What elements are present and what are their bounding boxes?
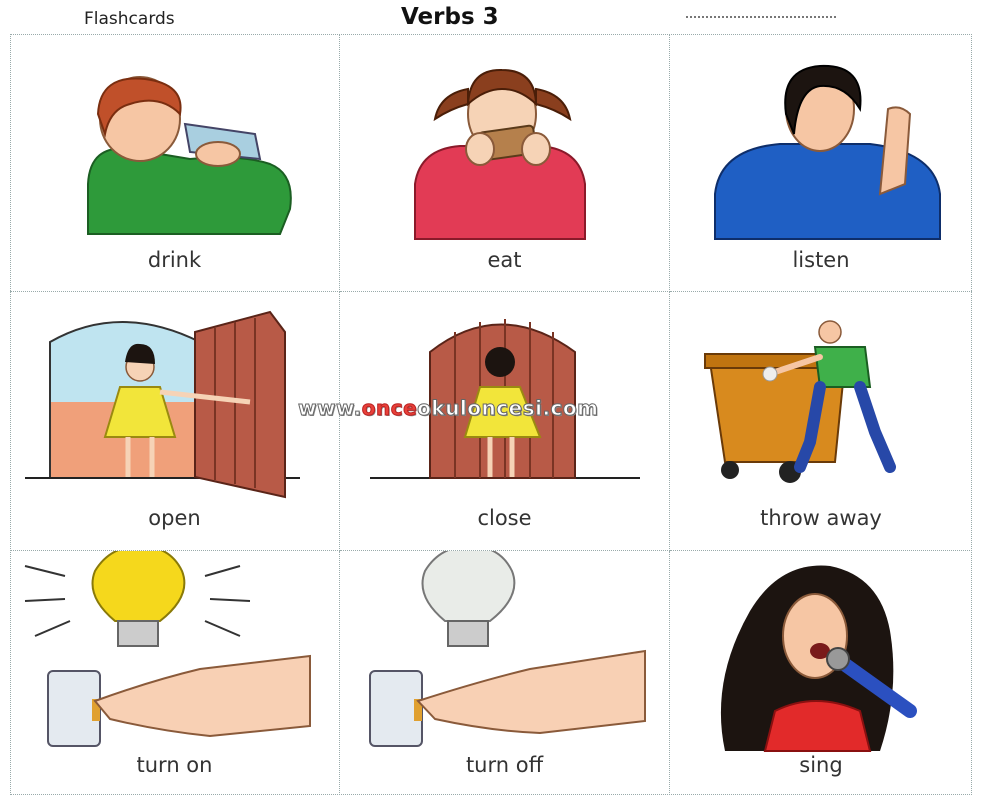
card-drink (10, 34, 340, 292)
card-sing (670, 551, 972, 795)
flashcards-label: Flashcards (84, 9, 175, 29)
card-turn-off (340, 551, 670, 795)
card-label: open (148, 506, 201, 530)
card-label: listen (792, 248, 850, 272)
card-label: turn on (136, 753, 213, 777)
watermark-prefix: www. (298, 396, 362, 420)
card-throw-away (670, 292, 972, 551)
card-label: sing (799, 753, 843, 777)
card-listen (670, 34, 972, 292)
watermark-suffix: okuloncesi.com (417, 396, 599, 420)
page-title: Verbs 3 (401, 4, 499, 30)
name-line (686, 16, 836, 26)
card-eat (340, 34, 670, 292)
card-label: throw away (760, 506, 882, 530)
card-label: close (477, 506, 532, 530)
card-close (340, 292, 670, 551)
card-label: turn off (465, 753, 544, 777)
watermark (298, 396, 598, 420)
card-label: drink (147, 248, 202, 272)
watermark-highlight: once (361, 396, 418, 420)
card-label: eat (487, 248, 522, 272)
card-turn-on (10, 551, 340, 795)
card-open (10, 292, 340, 551)
